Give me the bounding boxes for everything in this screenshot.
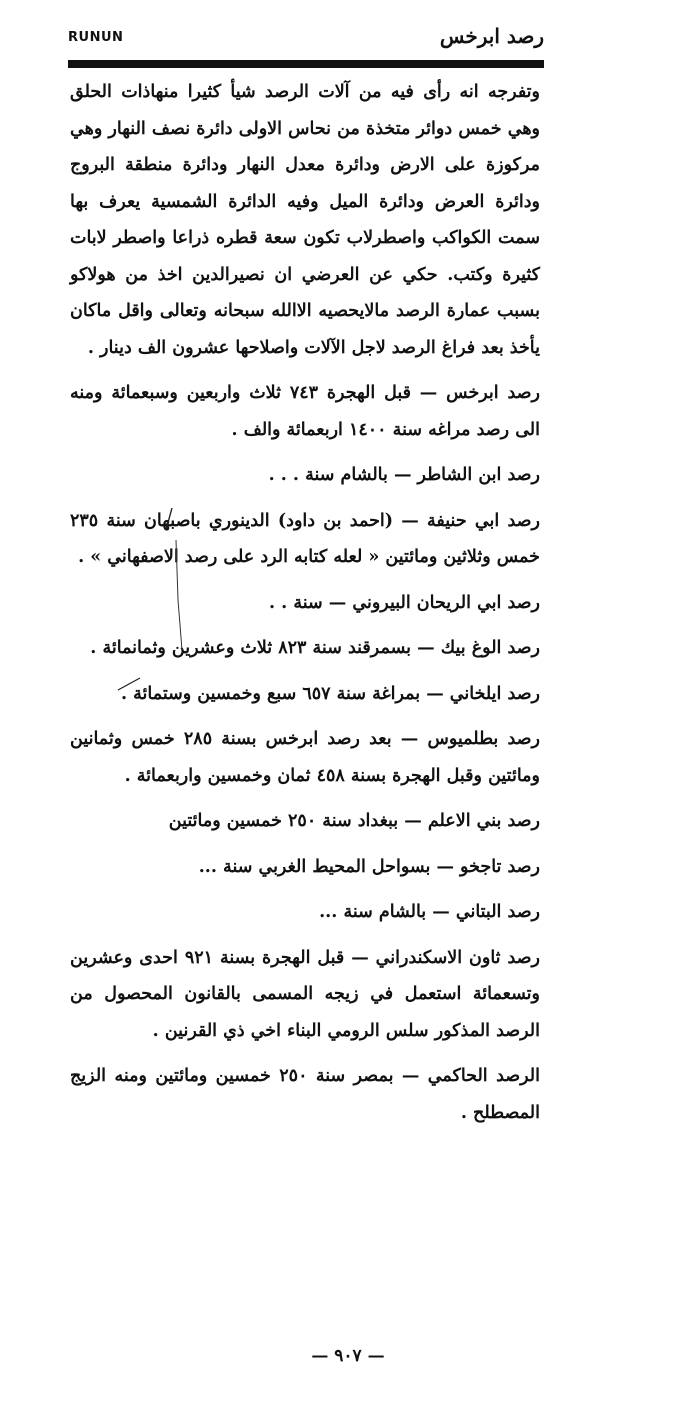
paragraph-intro: وتفرجه انه رأى فيه من آلات الرصد شيأ كثيرا منهاذات الحلق وهي خمس دوائر متخذة من نحاس الاولى دائرة نصف النهار وهي مركوزة على الارض ودائرة معدل النهار ودائرة منطقة البروج ودائرة العرض ودائرة الميل وفيه الدائرة الشمسية يعرف بها سمت الكواكب واصطرلاب تكون سعة قطره ذراعا واصطر لابات كثيرة وكتب. حكي عن العرضي ان نصيرالدين اخذ من هولاكو بسبب عمارة الرصد مالايحصيه الاالله سبحانه وتعالى واقل ماكان يأخذ بعد فراغ الرصد لاجل الآلات واصلاحها عشرون الف دينار . bbox=[70, 82, 540, 358]
entry-ibn-shatir: رصد ابن الشاطر — بالشام سنة . . . bbox=[268, 465, 540, 485]
header-rule bbox=[68, 60, 544, 68]
header-title: رصد ابرخس bbox=[439, 24, 544, 48]
entry-abi-hanifa: رصد ابي حنيفة — (احمد بن داود) الدينوري باصبهان سنة ٢٣٥ خمس وثلاثين ومائتين « لعله كتابه الرد على رصد الاصفهاني » . bbox=[70, 510, 540, 567]
entry-battani: رصد البتاني — بالشام سنة ... bbox=[319, 902, 540, 922]
header-code: RUNUN bbox=[68, 30, 124, 45]
entry-ulugh-beg: رصد الوغ بيك — بسمرقند سنة ٨٢٣ ثلاث وعشرين وثمانمائة . bbox=[90, 638, 540, 658]
entry-tajkhu: رصد تاجخو — بسواحل المحيط الغربي سنة ... bbox=[198, 856, 540, 877]
entry-hakimi: الرصد الحاكمي — بمصر سنة ٢٥٠ خمسين ومائتين ومنه الزيج المصطلح . bbox=[70, 1066, 540, 1123]
entry-biruni: رصد ابي الريحان البيروني — سنة . . bbox=[269, 592, 540, 613]
running-header bbox=[68, 22, 544, 58]
page-number: — ٩٠٧ — bbox=[311, 1346, 385, 1366]
entry-ptolemy: رصد بطلميوس — بعد رصد ابرخس بسنة ٢٨٥ خمس وثمانين ومائتين وقبل الهجرة بسنة ٤٥٨ ثمان وخمسين واربعمائة . bbox=[70, 729, 540, 786]
entry-bani-alam: رصد بني الاعلم — ببغداد سنة ٢٥٠ خمسين ومائتين bbox=[168, 811, 540, 831]
entry-ilkhani: رصد ايلخاني — بمراغة سنة ٦٥٧ سبع وخمسين وستمائة . bbox=[120, 683, 540, 704]
entry-abrakhis: رصد ابرخس — قبل الهجرة ٧٤٣ ثلاث واربعين وسبعمائة ومنه الى رصد مراغه سنة ١٤٠٠ اربعمائة والف . bbox=[70, 383, 540, 440]
entry-theon: رصد ثاون الاسكندراني — قبل الهجرة بسنة ٩٢١ احدى وعشرين وتسعمائة استعمل في زيجه المسمى بالقانون المحصول من الرصد المذكور سلس الرومي البناء اخي ذي القرنين . bbox=[70, 947, 540, 1041]
page-body bbox=[70, 74, 540, 1131]
